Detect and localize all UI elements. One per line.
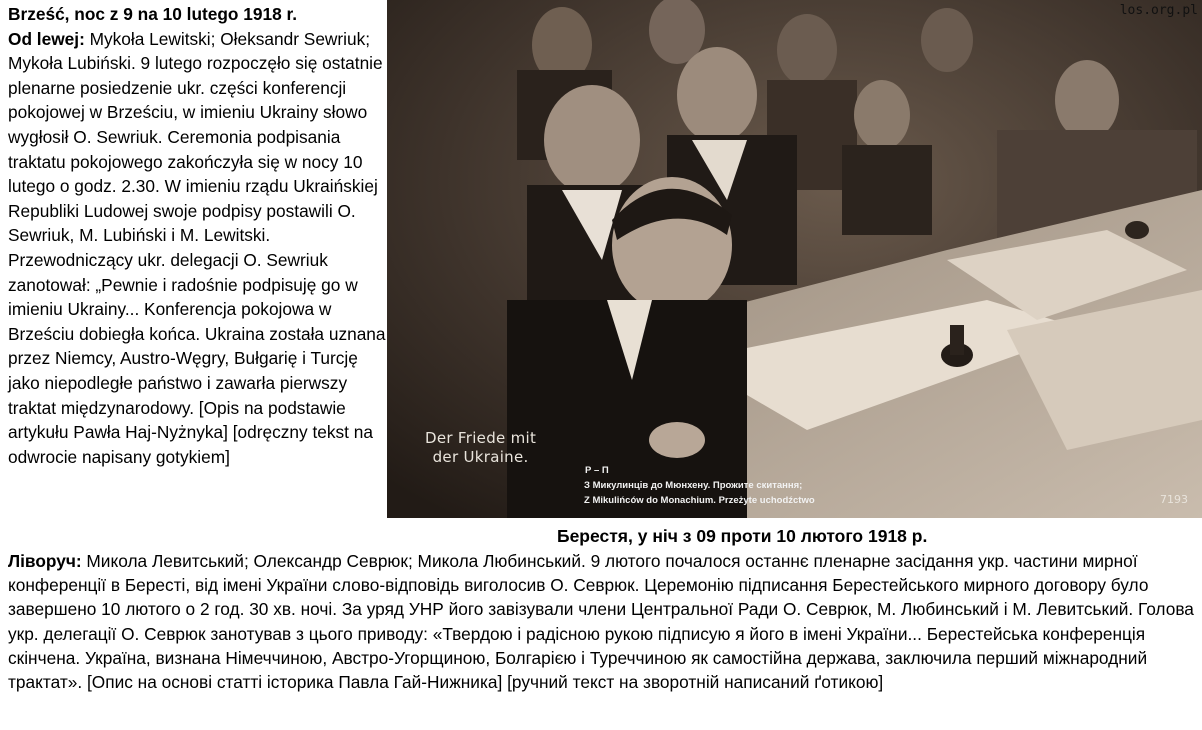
ukrainian-description: [8, 549, 1198, 694]
photo-number: 7193: [1160, 493, 1188, 506]
ukrainian-date-title: Берестя, у ніч з 09 проти 10 лютого 1918 р.: [557, 526, 928, 546]
caption-line-2: З Микулинців до Мюнхену. Прожите скитання;: [584, 480, 803, 491]
ukrainian-body: Микола Левитський; Олександр Севрюк; Микола Любинський. 9 лютого почалося останнє пленарне засідання укр. частини мирної конференції в Бересті, від імені України слово-відповідь виголосив О. Севрюк. Церемонію підписання Берестейського мирного договору було завершено 10 лютого о 2 год. 30 хв. ночі. За уряд УНР його завізували члени Центральної Ради О. Севрюк, М. Любинський і М. Левитський. Голова укр. делегації О. Севрюк занотував з цього приводу: «Твердою і радісною рукою підписую я його в імені України... Берестейська конференція скінчена. Україна, визнана Німеччиною, Австро-Угорщиною, Болгарією і Туреччиною як самостійна держава, заключила перший міжнародний трактат». [Опис на основі статті історика Павла Гай-Нижника] [ручний текст на зворотній написаний ґотикою]: [8, 551, 1194, 693]
inscription-line-1: Der Friede mit: [425, 429, 537, 447]
photo-inscription: [425, 429, 536, 467]
historic-photo: [387, 0, 1202, 518]
caption-line-3: Z Mikulińców do Monachium. Przeżyte uchodźctwo: [584, 495, 815, 506]
polish-title: Brześć, noc z 9 na 10 lutego 1918 r.: [8, 4, 298, 24]
site-watermark: los.org.pl: [1119, 3, 1198, 18]
polish-description: [8, 2, 388, 469]
polish-from-left-label: Od lewej:: [8, 28, 85, 49]
polish-body: Mykoła Lewitski; Ołeksandr Sewriuk; Mykoła Lubiński. 9 lutego rozpoczęło się ostatnie plenarne posiedzenie ukr. części konferencji pokojowej w Brześciu, w imieniu Ukrainy słowo wygłosił O. Sewriuk. Ceremonia podpisania traktatu pokojowego zakończyła się w nocy 10 lutego o godz. 2.30. W imieniu rządu Ukraińskiej Republiki Ludowej swoje podpisy postawili O. Sewriuk, M. Lubiński i M. Lewitski. Przewodniczący ukr. delegacji O. Sewriuk zanotował: „Pewnie i radośnie podpisuję go w imieniu Ukrainy... Konferencja pokojowa w Brześciu dobiegła końca. Ukraina została uznana przez Niemcy, Austro-Węgry, Bułgarię i Turcję jako niepodległe państwo i zawarła pierwszy traktat międzynarodowy. [Opis na podstawie artykułu Pawła Haj-Nyżnyka] [odręczny tekst na odwrocie napisany gotykiem]: [8, 28, 386, 467]
caption-line-1: Р – П: [585, 465, 609, 476]
ukrainian-from-left-label: Ліворуч:: [8, 551, 82, 571]
inscription-line-2: der Ukraine.: [432, 448, 529, 466]
photo-caption: [584, 463, 815, 508]
